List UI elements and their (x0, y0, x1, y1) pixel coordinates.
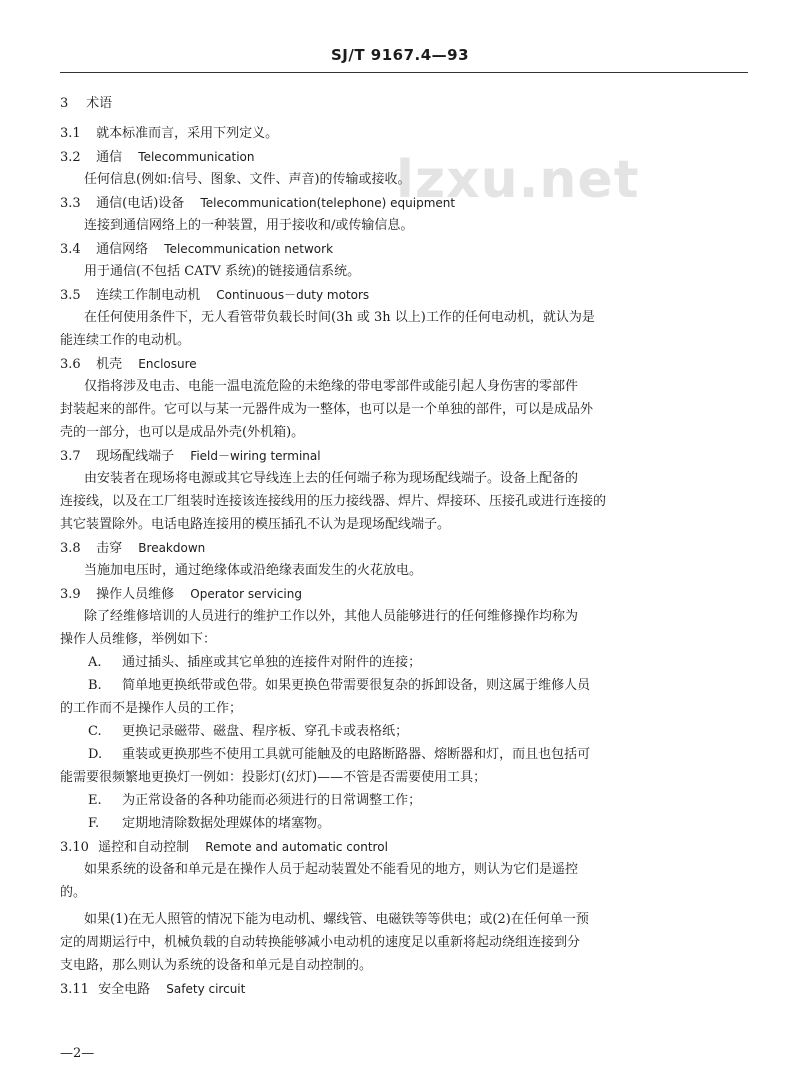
clause-3-9-heading: 3.9 操作人员维修 Operator servicing (60, 587, 302, 602)
clause-3-2-heading: 3.2 通信 Telecommunication (60, 150, 255, 165)
clause-3-6-body-line: 壳的一部分，也可以是成品外壳(外机箱)。 (60, 425, 305, 440)
term-cn: 通信 (96, 150, 123, 165)
clause-3-10-heading: 3.10 遥控和自动控制 Remote and automatic control (60, 840, 388, 855)
term-cn: 遥控和自动控制 (98, 840, 190, 855)
term-cn: 现场配线端子 (96, 449, 175, 464)
clause-3-3-heading: 3.3 通信(电话)设备 Telecommunication(telephone) equipment (60, 196, 456, 211)
term-en: Breakdown (138, 541, 206, 555)
list-item-b: B. 简单地更换纸带或色带。如果更换色带需要很复杂的拆卸设备，则这属于维修人员 (88, 678, 591, 693)
clause-3-10-body-line: 如果(1)在无人照管的情况下能为电动机、螺线管、电磁铁等等供电；或(2)在任何单一预 (84, 912, 589, 927)
list-item-a: A. 通过插头、插座或其它单独的连接件对附件的连接； (88, 655, 422, 670)
term-en: Enclosure (138, 357, 197, 371)
clause-3-6-body-line: 仅指将涉及电击、电能一温电流危险的未绝缘的带电零部件或能引起人身伤害的零部件 (84, 379, 579, 394)
section-heading (60, 96, 112, 112)
clause-3-1: 3.1 就本标准而言，采用下列定义。 (60, 126, 279, 141)
clause-3-7-heading: 3.7 现场配线端子 Field－wiring terminal (60, 449, 321, 464)
clause-3-7-body-line: 其它装置除外。电话电路连接用的模压插孔不认为是现场配线端子。 (60, 517, 451, 532)
list-item-d: D. 重装或更换那些不使用工具就可能触及的电路断路器、熔断器和灯，而且也包括可 (88, 747, 591, 762)
watermark: lzxu.net (396, 150, 640, 210)
clause-3-9-body-line: 除了经维修培训的人员进行的维护工作以外，其他人员能够进行的任何维修操作均称为 (84, 609, 579, 624)
clause-3-11-heading: 3.11 安全电路 Safety circuit (60, 982, 246, 997)
term-en: Telecommunication network (164, 242, 334, 256)
section-number: 3 (60, 96, 69, 111)
standard-number-header: SJ/T 9167.4—93 (330, 46, 470, 64)
term-cn: 通信网络 (96, 242, 149, 257)
clause-3-8-body: 当施加电压时，通过绝缘体或沿绝缘表面发生的火花放电。 (84, 563, 423, 578)
header-rule (60, 72, 748, 73)
clause-3-7-body-line: 由安装者在现场将电源或其它导线连上去的任何端子称为现场配线端子。设备上配备的 (84, 471, 579, 486)
term-en: Field－wiring terminal (190, 449, 321, 463)
term-cn: 击穿 (96, 541, 123, 556)
clause-3-4-body: 用于通信(不包括 CATV 系统)的链接通信系统。 (84, 264, 361, 279)
clause-3-8-heading: 3.8 击穿 Breakdown (60, 541, 206, 556)
clause-3-5-heading: 3.5 连续工作制电动机 Continuous－duty motors (60, 288, 370, 303)
list-item-b-cont: 的工作而不是操作人员的工作； (60, 701, 243, 716)
clause-3-5-body-line: 在任何使用条件下，无人看管带负载长时间(3h 或 3h 以上)工作的任何电动机，就认为是 (84, 310, 595, 325)
clause-3-2-body: 任何信息(例如:信号、图象、文件、声音)的传输或接收。 (84, 172, 411, 187)
term-cn: 安全电路 (98, 982, 151, 997)
clause-3-10-body-line: 如果系统的设备和单元是在操作人员于起动装置处不能看见的地方，则认为它们是遥控 (84, 862, 579, 877)
clause-3-10-body-line: 支电路，那么则认为系统的设备和单元是自动控制的。 (60, 958, 373, 973)
term-en: Remote and automatic control (205, 840, 388, 854)
clause-3-6-heading: 3.6 机壳 Enclosure (60, 357, 197, 372)
term-cn: 连续工作制电动机 (96, 288, 201, 303)
list-item-d-cont: 能需要很频繁地更换灯一例如：投影灯(幻灯)——不管是否需要使用工具； (60, 770, 487, 785)
term-cn: 机壳 (96, 357, 123, 372)
term-en: Continuous－duty motors (216, 288, 370, 302)
clause-3-7-body-line: 连接线，以及在工厂组装时连接该连接线用的压力接线器、焊片、焊接环、压接孔或进行连接的 (60, 494, 607, 509)
term-cn: 通信(电话)设备 (96, 196, 185, 211)
list-item-c: C. 更换记录磁带、磁盘、程序板、穿孔卡或表格纸； (88, 724, 409, 739)
term-en: Telecommunication(telephone) equipment (200, 196, 456, 210)
section-title: 术语 (86, 96, 113, 111)
clause-3-10-body-line: 的。 (60, 885, 87, 900)
term-cn: 操作人员维修 (96, 587, 175, 602)
page-number: —2— (60, 1046, 95, 1061)
list-item-f: F. 定期地清除数据处理媒体的堵塞物。 (88, 816, 331, 831)
clause-3-9-body-line: 操作人员维修，举例如下： (60, 632, 217, 647)
clause-3-6-body-line: 封装起来的部件。它可以与某一元器件成为一整体，也可以是一个单独的部件，可以是成品外 (60, 402, 594, 417)
term-en: Telecommunication (138, 150, 255, 164)
clause-3-5-body-line: 能连续工作的电动机。 (60, 333, 191, 348)
clause-3-4-heading: 3.4 通信网络 Telecommunication network (60, 242, 334, 257)
clause-3-3-body: 连接到通信网络上的一种装置，用于接收和/或传输信息。 (84, 218, 414, 233)
list-item-e: E. 为正常设备的各种功能而必须进行的日常调整工作； (88, 793, 422, 808)
term-en: Safety circuit (166, 982, 246, 996)
clause-3-10-body-line: 定的周期运行中，机械负载的自动转换能够减小电动机的速度足以重新将起动绕组连接到分 (60, 935, 581, 950)
term-en: Operator servicing (190, 587, 302, 601)
